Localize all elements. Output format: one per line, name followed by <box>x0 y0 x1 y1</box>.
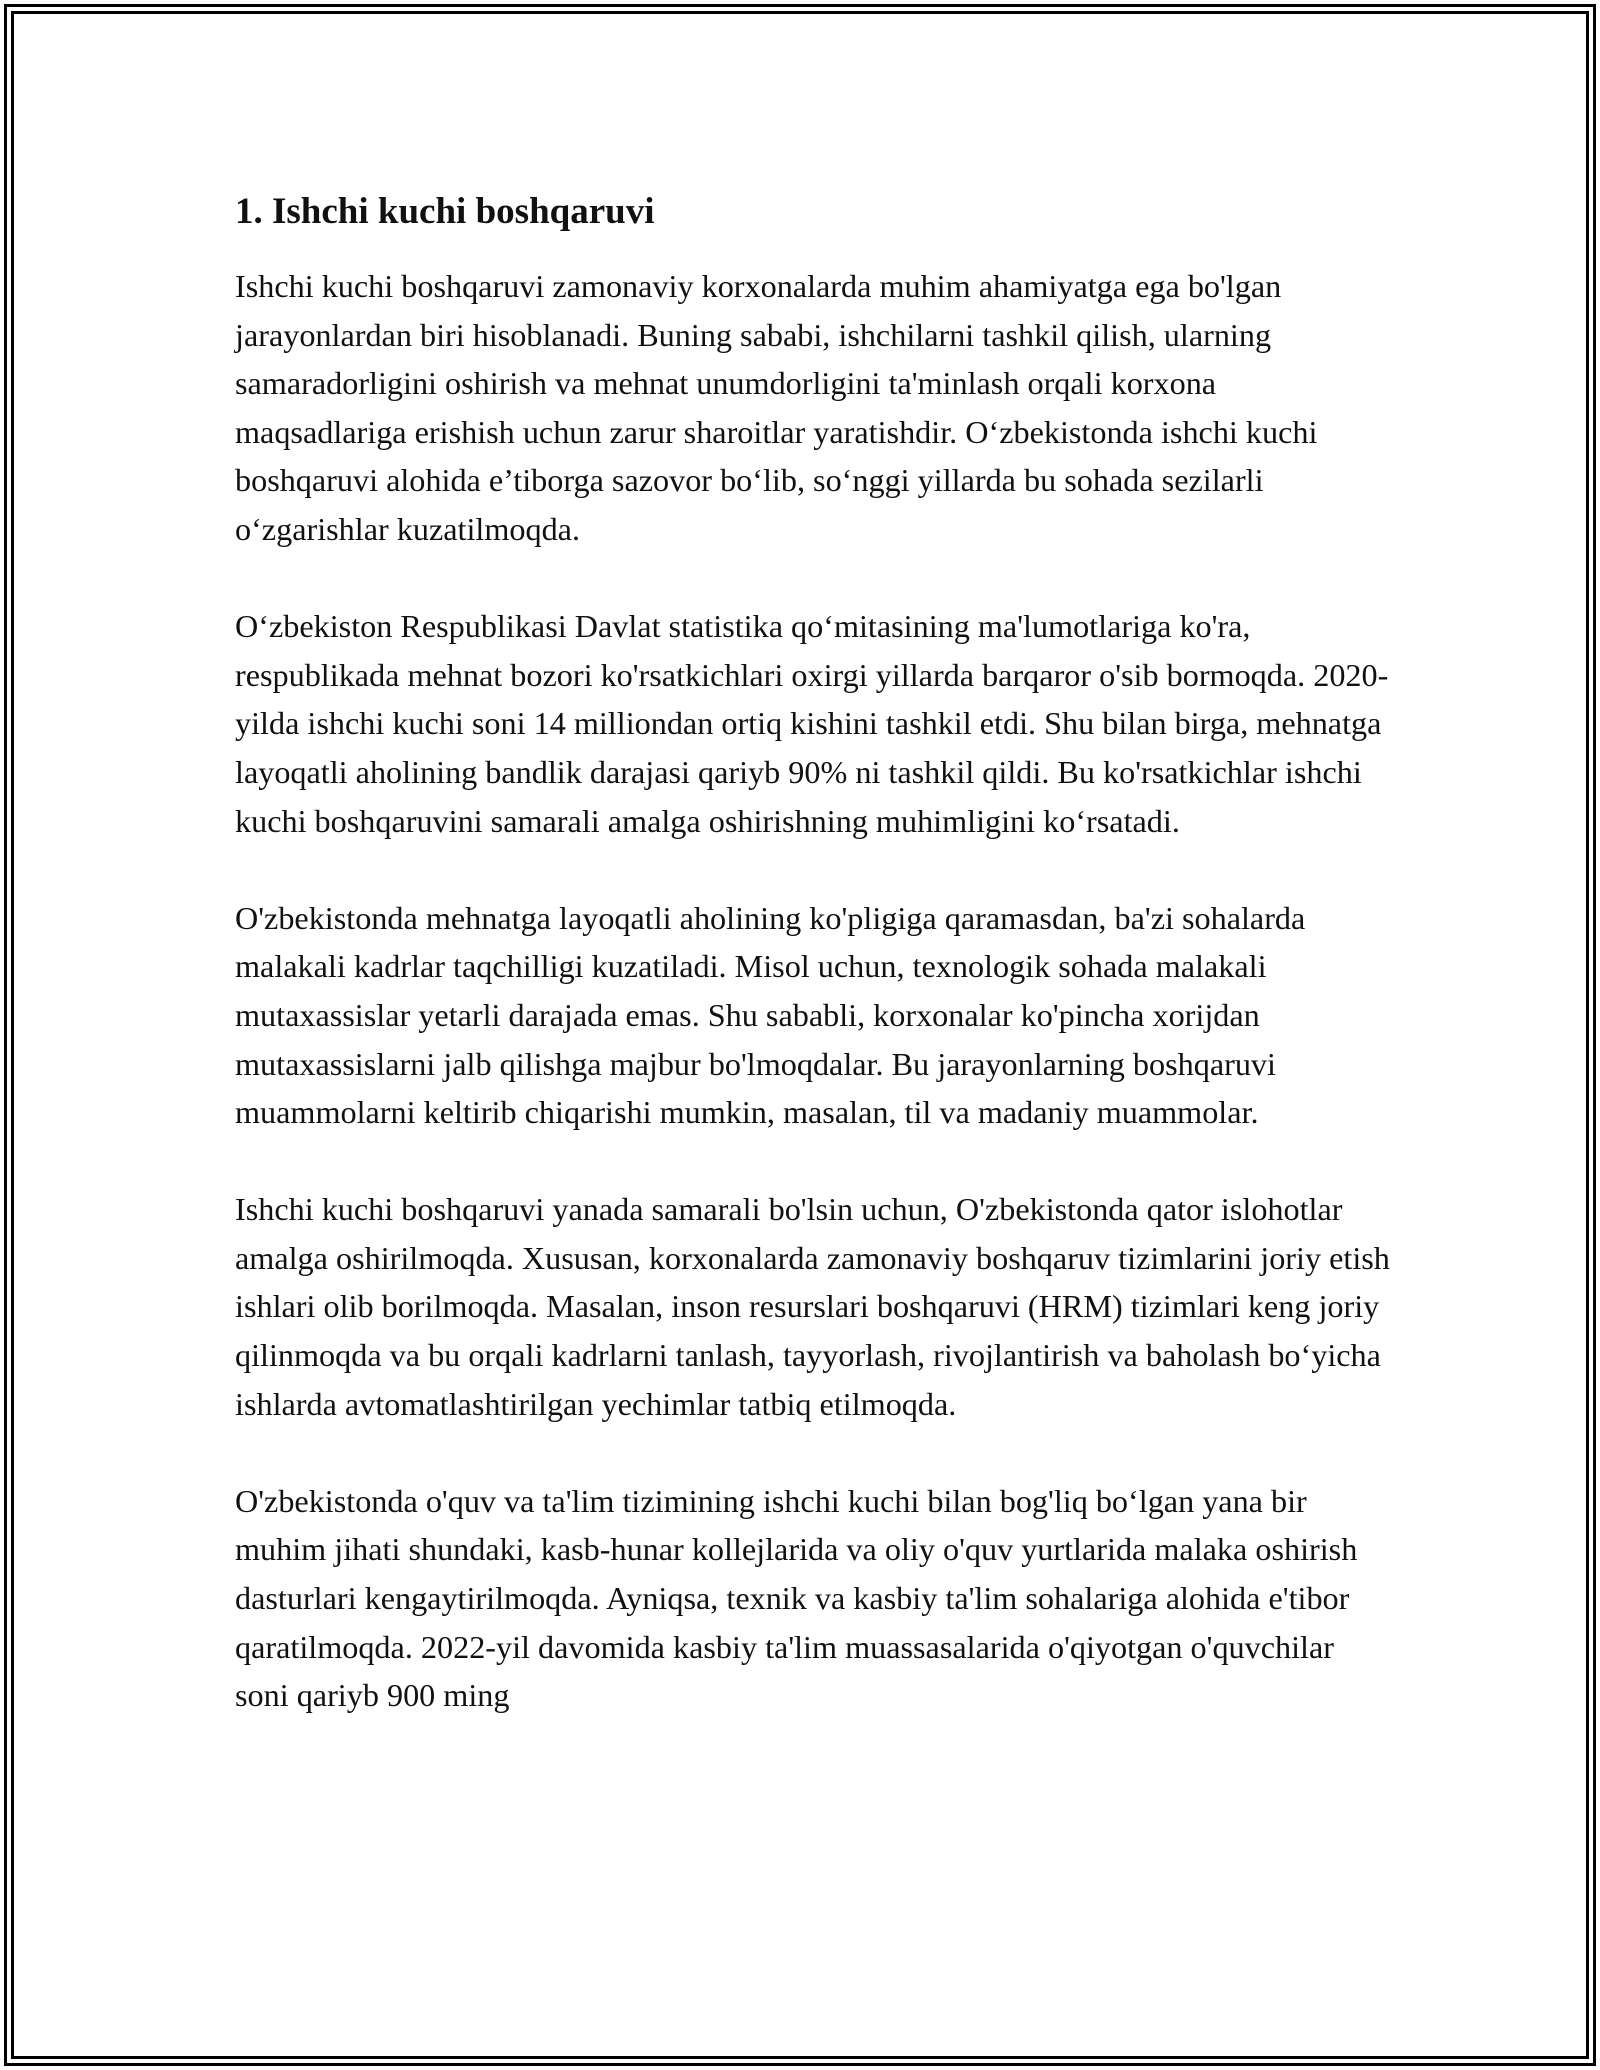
document-body <box>235 188 1395 1768</box>
paragraph-2: O‘zbekiston Respublikasi Davlat statistika qo‘mitasining ma'lumotlariga ko'ra, respublikada mehnat bozori ko'rsatkichlari oxirgi yillarda barqaror o'sib bormoqda. 2020-yilda ishchi kuchi soni 14 milliondan ortiq kishini tashkil etdi. Shu bilan birga, mehnatga layoqatli aholining bandlik darajasi qariyb 90% ni tashkil qildi. Bu ko'rsatkichlar ishchi kuchi boshqaruvini samarali amalga oshirishning muhimligini ko‘rsatadi. <box>235 608 1389 839</box>
paragraph-5: O'zbekistonda o'quv va ta'lim tizimining ishchi kuchi bilan bog'liq bo‘lgan yana bir muhim jihati shundaki, kasb-hunar kollejlarida va oliy o'quv yurtlarida malaka oshirish dasturlari kengaytirilmoqda. Ayniqsa, texnik va kasbiy ta'lim sohalariga alohida e'tibor qaratilmoqda. 2022-yil davomida kasbiy ta'lim muassasalarida o'qiyotgan o'quvchilar soni qariyb 900 ming <box>235 1482 1358 1714</box>
paragraph-4: Ishchi kuchi boshqaruvi yanada samarali bo'lsin uchun, O'zbekistonda qator islohotlar amalga oshirilmoqda. Xususan, korxonalarda zamonaviy boshqaruv tizimlarini joriy etish ishlari olib borilmoqda. Masalan, inson resurslari boshqaruvi (HRM) tizimlari keng joriy qilinmoqda va bu orqali kadrlarni tanlash, tayyorlash, rivojlantirish va baholash bo‘yicha ishlarda avtomatlashtirilgan yechimlar tatbiq etilmoqda. <box>235 1191 1390 1422</box>
section-heading: 1. Ishchi kuchi boshqaruvi <box>235 191 655 232</box>
paragraph-3: O'zbekistonda mehnatga layoqatli aholining ko'pligiga qaramasdan, ba'zi sohalarda malakali kadrlar taqchilligi kuzatiladi. Misol uchun, texnologik sohada malakali mutaxassislar yetarli darajada emas. Shu sababli, korxonalar ko'pincha xorijdan mutaxassislarni jalb qilishga majbur bo'lmoqdalar. Bu jarayonlarning boshqaruvi muammolarni keltirib chiqarishi mumkin, masalan, til va madaniy muammolar. <box>235 899 1306 1131</box>
paragraph-1: Ishchi kuchi boshqaruvi zamonaviy korxonalarda muhim ahamiyatga ega bo'lgan jarayonlardan biri hisoblanadi. Buning sababi, ishchilarni tashkil qilish, ularning samaradorligini oshirish va mehnat unumdorligini ta'minlash orqali korxona maqsadlariga erishish uchun zarur sharoitlar yaratishdir. O‘zbekistonda ishchi kuchi boshqaruvi alohida e’tiborga sazovor bo‘lib, so‘nggi yillarda bu sohada sezilarli o‘zgarishlar kuzatilmoqda. <box>235 268 1318 547</box>
